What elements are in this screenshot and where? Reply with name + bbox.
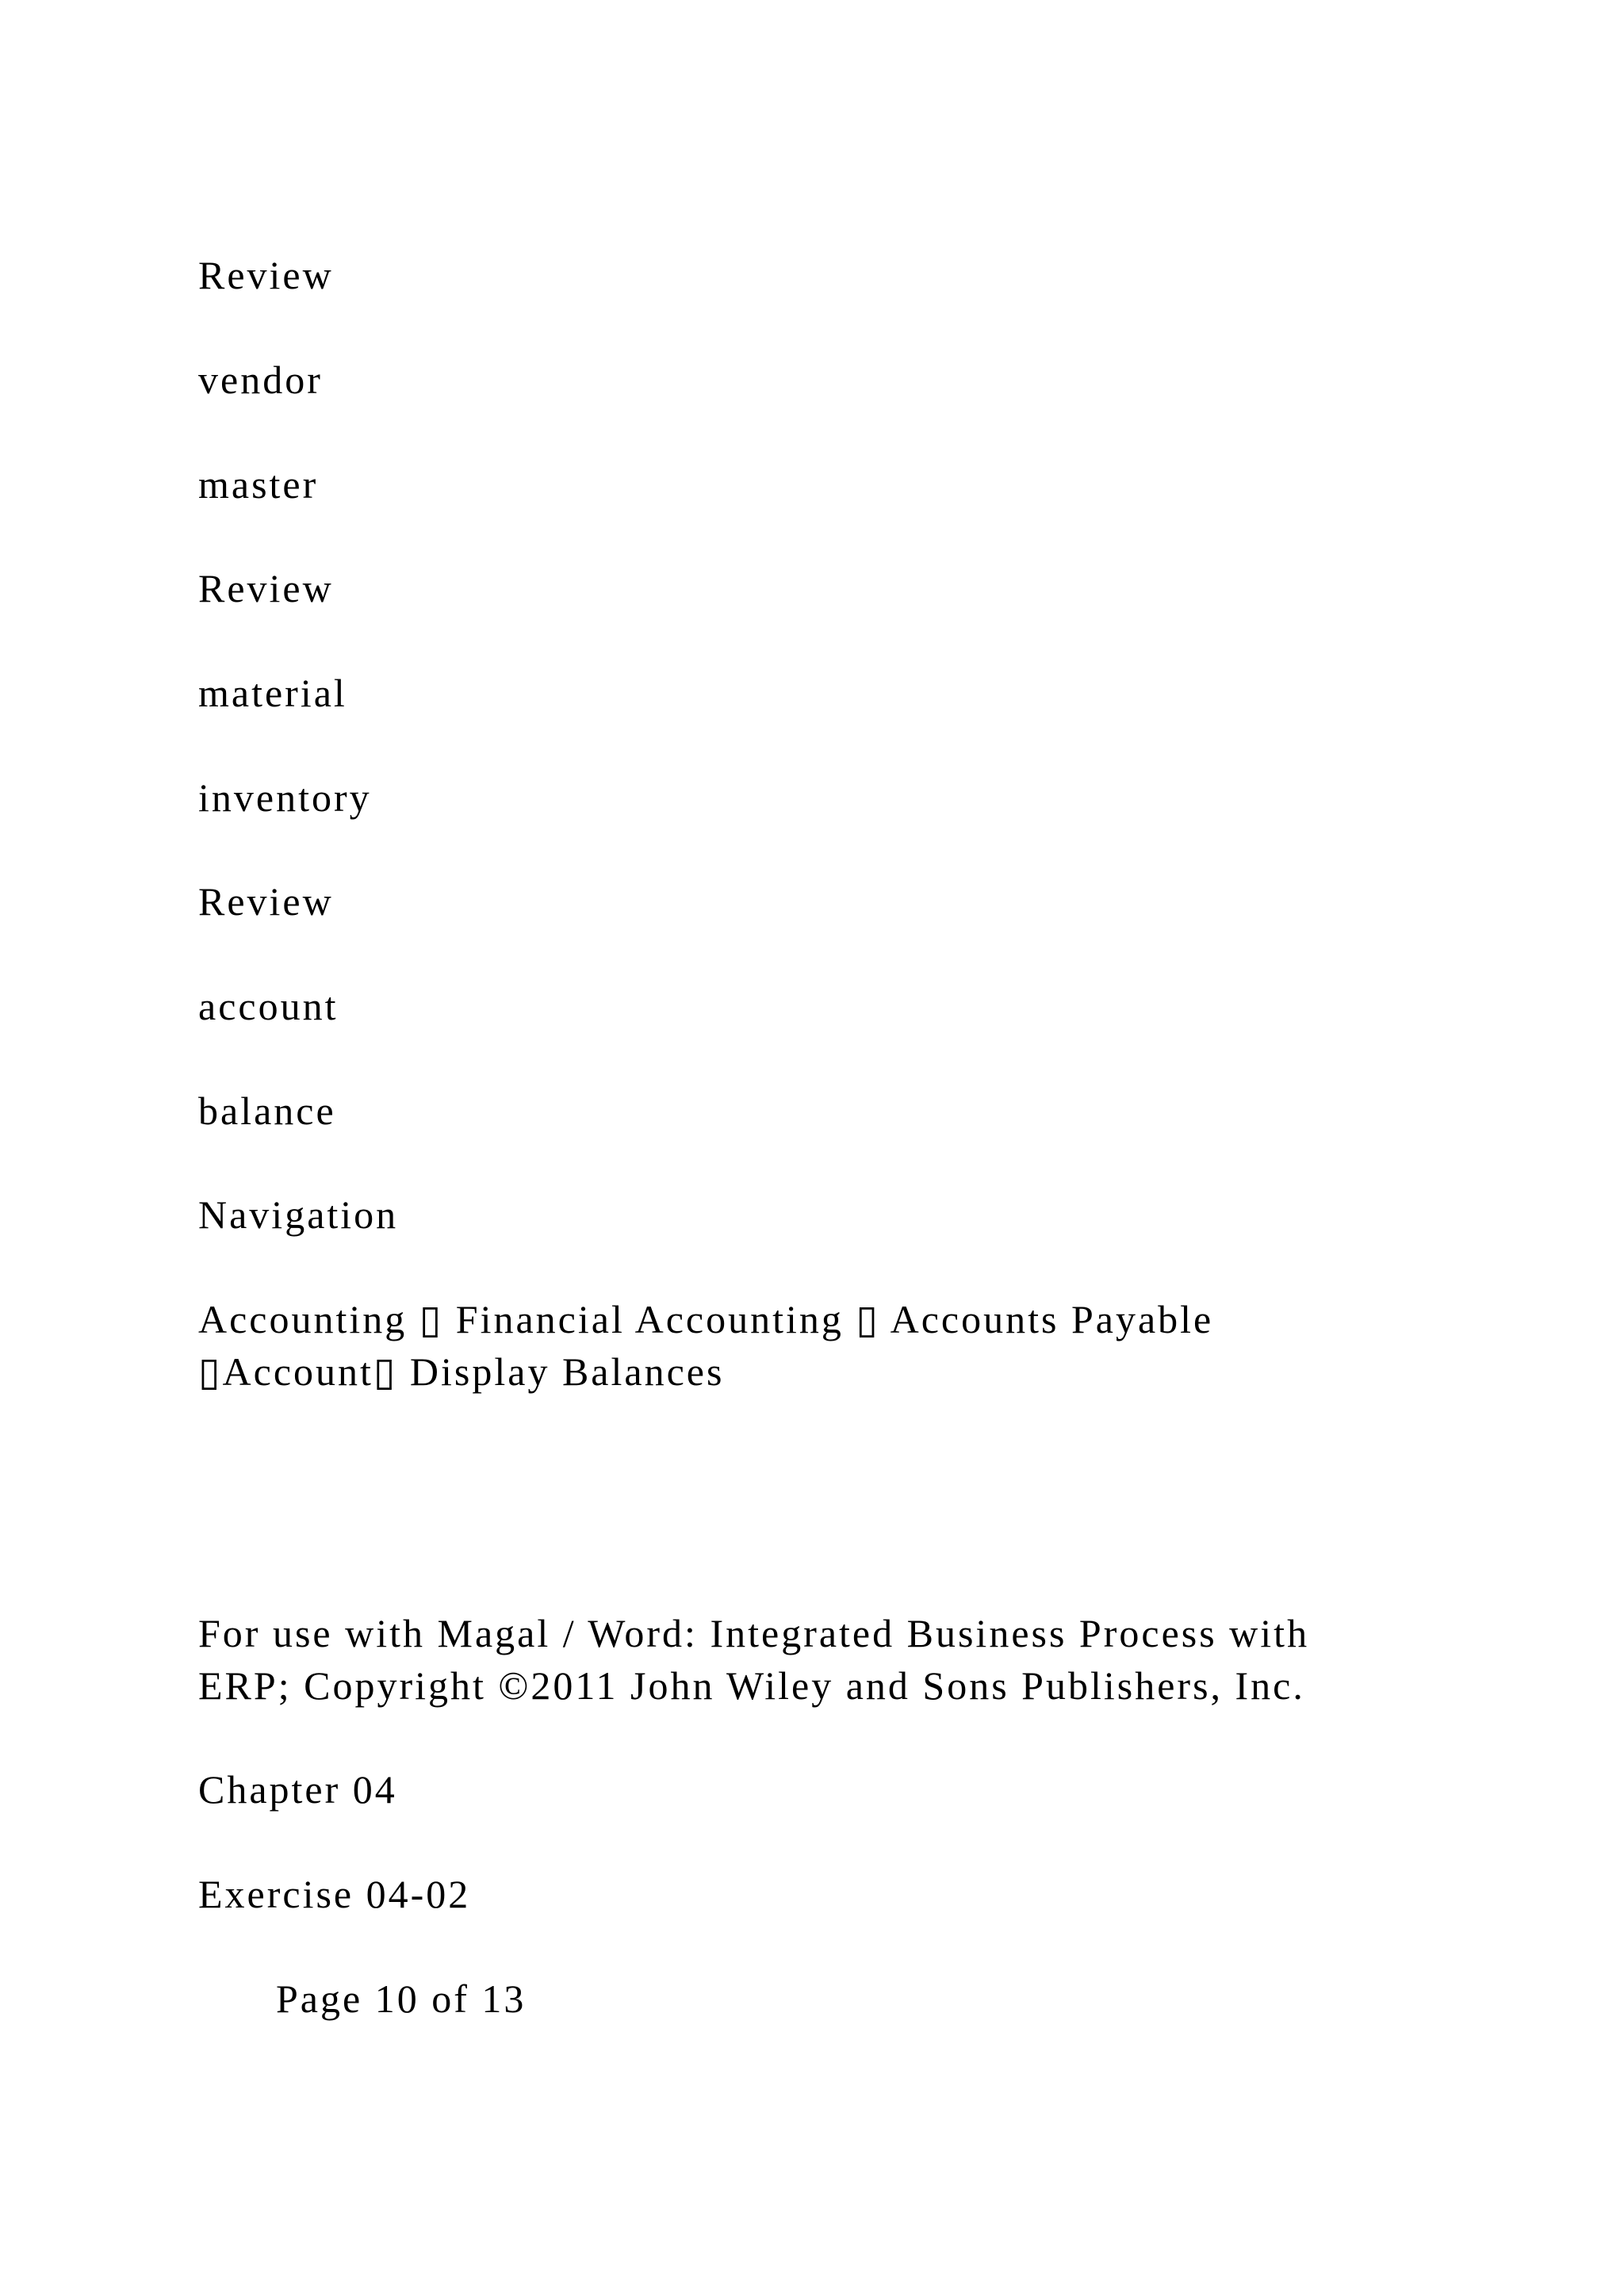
word-account: account — [198, 984, 339, 1028]
copyright-line-2: ERP; Copyright ©2011 John Wiley and Sons Publishers, Inc. — [198, 1663, 1305, 1708]
page-number: Page 10 of 13 — [276, 1976, 527, 2021]
navigation-path-line-2: ▯Account▯ Display Balances — [198, 1349, 725, 1394]
navigation-path-line-1: Accounting ▯ Financial Accounting ▯ Accounts Payable — [198, 1297, 1214, 1341]
navigation-heading: Navigation — [198, 1192, 399, 1237]
word-inventory: inventory — [198, 775, 372, 820]
chapter-label: Chapter 04 — [198, 1767, 397, 1812]
word-master: master — [198, 462, 319, 507]
word-review-3: Review — [198, 879, 334, 924]
word-vendor: vendor — [198, 358, 323, 402]
exercise-label: Exercise 04-02 — [198, 1872, 471, 1916]
copyright-line-1: For use with Magal / Word: Integrated Business Process with — [198, 1611, 1310, 1655]
word-material: material — [198, 671, 347, 715]
word-balance: balance — [198, 1089, 336, 1133]
word-review-2: Review — [198, 566, 334, 610]
word-review-1: Review — [198, 253, 334, 297]
